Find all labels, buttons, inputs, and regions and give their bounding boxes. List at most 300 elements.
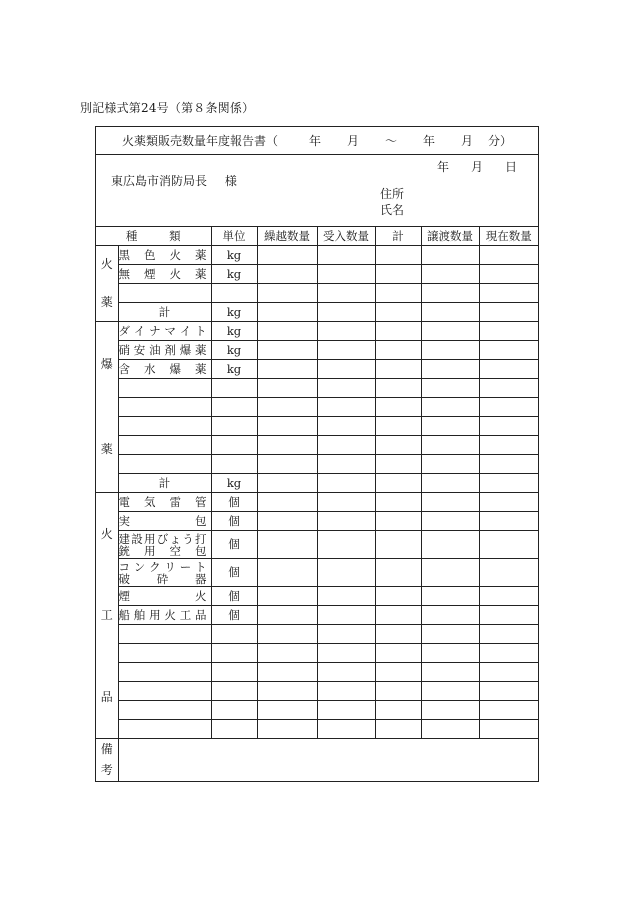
item-name-blank[interactable] — [118, 701, 211, 720]
entry-cell[interactable] — [421, 682, 479, 701]
entry-cell[interactable] — [375, 341, 421, 360]
table-row — [96, 436, 538, 455]
table-row — [96, 417, 538, 436]
item-name-text-char: 舶 — [133, 607, 146, 622]
entry-cell[interactable] — [257, 360, 317, 379]
entry-cell[interactable] — [257, 379, 317, 398]
report-form — [95, 126, 539, 782]
entry-cell[interactable] — [421, 246, 479, 265]
total-row — [96, 303, 538, 322]
entry-cell[interactable] — [375, 379, 421, 398]
entry-cell[interactable] — [421, 512, 479, 531]
entry-cell[interactable] — [479, 625, 538, 644]
remarks-char: 考 — [100, 763, 113, 778]
unit-cell: 個 — [211, 512, 257, 531]
item-name-text-char: ー — [179, 559, 192, 574]
entry-cell[interactable] — [317, 417, 375, 436]
item-name-blank[interactable] — [118, 720, 211, 739]
report-title — [96, 127, 538, 155]
entry-cell[interactable] — [317, 360, 375, 379]
table-row — [96, 644, 538, 663]
form-caption: 別記様式第24号（第８条関係） — [80, 101, 255, 115]
entry-cell[interactable] — [317, 436, 375, 455]
entry-cell[interactable] — [375, 474, 421, 493]
entry-cell[interactable] — [317, 322, 375, 341]
entry-cell[interactable] — [375, 512, 421, 531]
unit-cell: 個 — [211, 606, 257, 625]
address-label: 住所 — [380, 187, 405, 201]
entry-cell[interactable] — [479, 379, 538, 398]
total-label: 計 — [118, 474, 211, 493]
entry-cell[interactable] — [257, 303, 317, 322]
entry-cell[interactable] — [479, 606, 538, 625]
item-name-blank[interactable] — [118, 398, 211, 417]
entry-cell[interactable] — [479, 455, 538, 474]
entry-cell[interactable] — [421, 587, 479, 606]
entry-cell[interactable] — [421, 455, 479, 474]
item-name-text-char: 煙 — [144, 266, 156, 281]
item-name-text — [119, 533, 211, 545]
title-close: 分） — [488, 134, 513, 148]
category-bakuyaku — [96, 322, 118, 493]
category-char: 薬 — [100, 294, 113, 309]
unit-cell: kg — [211, 322, 257, 341]
entry-cell[interactable] — [257, 322, 317, 341]
entry-cell[interactable] — [421, 398, 479, 417]
title-main: 火薬類販売数量年度報告書（ — [121, 134, 278, 148]
entry-cell[interactable] — [479, 512, 538, 531]
entry-cell[interactable] — [375, 644, 421, 663]
entry-cell[interactable] — [257, 417, 317, 436]
category-char: 火 — [100, 526, 113, 541]
entry-cell[interactable] — [317, 379, 375, 398]
item-name-text — [119, 325, 211, 337]
entry-cell[interactable] — [257, 512, 317, 531]
item-name-text-char: リ — [164, 559, 176, 574]
table-row — [96, 663, 538, 682]
item-name-text-char: 実 — [118, 513, 130, 528]
item-name-text — [119, 561, 211, 573]
item-name-blank[interactable] — [118, 417, 211, 436]
unit-cell-blank[interactable] — [211, 398, 257, 417]
table-row — [96, 398, 538, 417]
entry-cell[interactable] — [375, 682, 421, 701]
table-row — [96, 512, 538, 531]
item-name-text-char: 色 — [144, 247, 156, 262]
entry-cell[interactable] — [421, 436, 479, 455]
unit-cell: kg — [211, 265, 257, 284]
item-name-blank[interactable] — [118, 663, 211, 682]
item-name-text-char: 火 — [169, 266, 181, 281]
item-name-text-char: 品 — [194, 607, 207, 622]
entry-cell[interactable] — [479, 474, 538, 493]
entry-cell[interactable] — [479, 493, 538, 512]
header-kind-label — [96, 230, 211, 242]
entry-cell[interactable] — [421, 559, 479, 587]
entry-cell[interactable] — [421, 417, 479, 436]
entry-cell[interactable] — [479, 322, 538, 341]
entry-cell[interactable] — [317, 644, 375, 663]
item-name-text — [119, 249, 211, 261]
item-name-text-char: び — [156, 531, 169, 546]
category-char: 品 — [100, 689, 113, 704]
item-name-text-char: 器 — [195, 571, 207, 586]
entry-cell[interactable] — [375, 265, 421, 284]
entry-cell[interactable] — [375, 559, 421, 587]
remarks-label — [96, 739, 118, 782]
entry-cell[interactable] — [421, 360, 479, 379]
entry-cell[interactable] — [257, 559, 317, 587]
category-char: 工 — [100, 608, 113, 623]
entry-cell[interactable] — [257, 531, 317, 559]
table-row — [96, 265, 538, 284]
unit-cell-blank[interactable] — [211, 701, 257, 720]
total-label: 計 — [118, 303, 211, 322]
item-name-text-char: 電 — [118, 494, 130, 509]
header-kind — [96, 227, 211, 246]
entry-cell[interactable] — [257, 625, 317, 644]
entry-cell[interactable] — [317, 559, 375, 587]
entry-cell[interactable] — [317, 682, 375, 701]
entry-cell[interactable] — [317, 587, 375, 606]
table-row — [96, 322, 538, 341]
title-year-from: 年 — [308, 134, 321, 148]
entry-cell[interactable] — [317, 663, 375, 682]
item-name-text — [119, 363, 211, 375]
entry-cell[interactable] — [479, 436, 538, 455]
entry-cell[interactable] — [317, 303, 375, 322]
remarks-row — [96, 739, 538, 782]
item-name-text-char: 設 — [131, 531, 143, 546]
table-row — [96, 360, 538, 379]
header-transferred: 譲渡数量 — [421, 227, 479, 246]
item-name-text-char: 船 — [118, 607, 130, 622]
entry-cell[interactable] — [375, 720, 421, 739]
item-name-text-char: 薬 — [195, 361, 207, 376]
entry-cell[interactable] — [317, 512, 375, 531]
entry-cell[interactable] — [375, 246, 421, 265]
item-name-text-char: 安 — [133, 342, 146, 357]
entry-cell[interactable] — [317, 531, 375, 559]
item-name-text-char: 薬 — [194, 342, 207, 357]
entry-cell[interactable] — [421, 644, 479, 663]
table-row — [96, 246, 538, 265]
header-unit: 単位 — [211, 227, 257, 246]
title-month-from: 月 — [346, 134, 359, 148]
table-row — [96, 587, 538, 606]
entry-cell[interactable] — [375, 398, 421, 417]
entry-cell[interactable] — [257, 682, 317, 701]
entry-cell[interactable] — [421, 701, 479, 720]
item-name-text — [119, 344, 211, 356]
table-row — [96, 701, 538, 720]
entry-cell[interactable] — [375, 455, 421, 474]
table-row — [96, 341, 538, 360]
item-name-text-char: ト — [194, 323, 207, 338]
entry-cell[interactable] — [421, 531, 479, 559]
entry-cell[interactable] — [317, 701, 375, 720]
header-received: 受入数量 — [317, 227, 375, 246]
item-name-text-char: 銃 — [118, 543, 130, 558]
entry-cell[interactable] — [375, 587, 421, 606]
item-name-text-char: う — [182, 531, 194, 546]
recipient-honorific: 様 — [224, 174, 237, 188]
category-kakouhin — [96, 493, 118, 739]
header-kind-char: 種 — [125, 228, 138, 243]
entry-cell[interactable] — [421, 663, 479, 682]
item-name-text-char: 工 — [179, 607, 192, 622]
item-name-text-char: 爆 — [169, 361, 181, 376]
name-label: 氏名 — [380, 203, 405, 217]
entry-cell[interactable] — [257, 663, 317, 682]
table-row — [96, 284, 538, 303]
date-day: 日 — [504, 160, 517, 174]
table-row — [96, 379, 538, 398]
recipient-name: 東広島市消防局長 — [111, 174, 208, 188]
item-name — [118, 246, 211, 265]
entry-cell[interactable] — [421, 493, 479, 512]
unit-cell-blank[interactable] — [211, 436, 257, 455]
entry-cell[interactable] — [257, 455, 317, 474]
entry-cell[interactable] — [375, 493, 421, 512]
entry-cell[interactable] — [479, 246, 538, 265]
category-kayaku — [96, 246, 118, 322]
entry-cell[interactable] — [421, 322, 479, 341]
entry-cell[interactable] — [375, 606, 421, 625]
item-name-text-char: 爆 — [179, 342, 192, 357]
item-name-text-char: 火 — [164, 607, 176, 622]
unit-cell-blank[interactable] — [211, 379, 257, 398]
entry-cell[interactable] — [257, 246, 317, 265]
item-name-text-char: ナ — [149, 323, 161, 338]
item-name-text-char: 薬 — [195, 266, 207, 281]
entry-cell[interactable] — [375, 322, 421, 341]
entry-cell[interactable] — [257, 644, 317, 663]
item-name-text-char: 用 — [144, 531, 156, 546]
entry-cell[interactable] — [479, 531, 538, 559]
item-name-text-char: 雷 — [169, 494, 181, 509]
item-name-text — [119, 268, 211, 280]
entry-cell[interactable] — [257, 474, 317, 493]
item-name-text-char: コ — [118, 559, 130, 574]
entry-cell[interactable] — [421, 720, 479, 739]
entry-cell[interactable] — [421, 606, 479, 625]
item-name-text-char: 気 — [144, 494, 156, 509]
recipient — [111, 172, 237, 189]
entry-cell[interactable] — [375, 417, 421, 436]
table-row — [96, 493, 538, 512]
item-name — [118, 559, 211, 587]
item-name-text-char: 水 — [144, 361, 156, 376]
category-char: 薬 — [100, 442, 113, 457]
total-row — [96, 474, 538, 493]
entry-cell[interactable] — [257, 493, 317, 512]
table-row — [96, 559, 538, 587]
item-name-text — [119, 573, 211, 585]
entry-cell[interactable] — [317, 606, 375, 625]
header-sum: 計 — [375, 227, 421, 246]
title-range-mark: ～ — [384, 134, 397, 148]
item-name-text-char: 煙 — [118, 588, 130, 603]
entry-cell[interactable] — [479, 284, 538, 303]
entry-cell[interactable] — [257, 436, 317, 455]
unit-cell-blank[interactable] — [211, 663, 257, 682]
entry-cell[interactable] — [257, 398, 317, 417]
item-name-text-char: 無 — [118, 266, 130, 281]
entry-cell[interactable] — [317, 455, 375, 474]
entry-cell[interactable] — [375, 625, 421, 644]
table-row — [96, 720, 538, 739]
unit-cell-blank[interactable] — [211, 455, 257, 474]
address-block — [96, 155, 538, 227]
unit-cell-blank[interactable] — [211, 720, 257, 739]
title-month-to: 月 — [461, 134, 474, 148]
entry-cell[interactable] — [479, 398, 538, 417]
unit-cell: 個 — [211, 531, 257, 559]
entry-cell[interactable] — [421, 341, 479, 360]
entry-cell[interactable] — [421, 625, 479, 644]
item-name-blank[interactable] — [118, 436, 211, 455]
entry-cell[interactable] — [479, 360, 538, 379]
item-name-text-char: 管 — [195, 494, 207, 509]
entry-cell[interactable] — [479, 303, 538, 322]
item-name-text-char: マ — [164, 323, 176, 338]
item-name-text-char: 建 — [118, 531, 130, 546]
entry-cell[interactable] — [479, 587, 538, 606]
entry-cell[interactable] — [317, 284, 375, 303]
unit-cell-blank[interactable] — [211, 625, 257, 644]
item-name-text-char: ト — [194, 559, 207, 574]
item-name-text-char: ょ — [169, 531, 181, 546]
entry-cell[interactable] — [375, 360, 421, 379]
entry-cell[interactable] — [479, 644, 538, 663]
table-row — [96, 531, 538, 559]
item-name-text-char: 空 — [169, 543, 181, 558]
header-kind-char: 類 — [169, 228, 181, 243]
entry-cell[interactable] — [421, 265, 479, 284]
entry-cell[interactable] — [257, 341, 317, 360]
item-name-text-char: ン — [133, 559, 146, 574]
item-name — [118, 512, 211, 531]
entry-cell[interactable] — [317, 398, 375, 417]
entry-cell[interactable] — [479, 341, 538, 360]
entry-cell[interactable] — [317, 720, 375, 739]
entry-cell[interactable] — [257, 587, 317, 606]
entry-cell[interactable] — [479, 663, 538, 682]
entry-cell[interactable] — [479, 701, 538, 720]
entry-cell[interactable] — [317, 246, 375, 265]
item-name-text-char: 火 — [169, 247, 181, 262]
entry-cell[interactable] — [375, 531, 421, 559]
item-name-blank[interactable] — [118, 682, 211, 701]
unit-cell-blank[interactable] — [211, 644, 257, 663]
item-name-text-char: 包 — [195, 543, 207, 558]
quantity-table — [96, 227, 538, 781]
item-name-text-char: イ — [133, 323, 146, 338]
item-name-blank[interactable] — [118, 625, 211, 644]
item-name-text-char: 含 — [118, 361, 130, 376]
table-row — [96, 455, 538, 474]
item-name-text — [119, 515, 211, 527]
title-year-to: 年 — [423, 134, 436, 148]
entry-cell[interactable] — [317, 493, 375, 512]
item-name — [118, 606, 211, 625]
item-name-text-char: 火 — [195, 588, 207, 603]
remarks-field[interactable] — [118, 739, 538, 782]
unit-cell: kg — [211, 360, 257, 379]
item-name-text-char: イ — [179, 323, 192, 338]
item-name-blank[interactable] — [118, 644, 211, 663]
item-name-text — [119, 590, 211, 602]
unit-cell: 個 — [211, 559, 257, 587]
unit-cell: 個 — [211, 493, 257, 512]
entry-cell[interactable] — [375, 303, 421, 322]
entry-cell[interactable] — [317, 474, 375, 493]
unit-cell: kg — [211, 341, 257, 360]
entry-cell[interactable] — [479, 417, 538, 436]
item-name-text-char: 剤 — [164, 342, 176, 357]
entry-cell[interactable] — [479, 559, 538, 587]
entry-cell[interactable] — [257, 720, 317, 739]
entry-cell[interactable] — [317, 265, 375, 284]
entry-cell[interactable] — [421, 474, 479, 493]
entry-cell[interactable] — [375, 701, 421, 720]
entry-cell[interactable] — [479, 682, 538, 701]
entry-cell[interactable] — [317, 341, 375, 360]
item-name-text — [119, 609, 211, 621]
unit-cell-blank[interactable] — [211, 284, 257, 303]
entry-cell[interactable] — [257, 284, 317, 303]
remarks-char: 備 — [100, 742, 113, 757]
item-name — [118, 493, 211, 512]
unit-cell: 個 — [211, 587, 257, 606]
item-name-text-char: 用 — [144, 543, 156, 558]
item-name — [118, 587, 211, 606]
item-name-text-char: ダ — [118, 323, 130, 338]
entry-cell[interactable] — [375, 284, 421, 303]
item-name-blank[interactable] — [118, 379, 211, 398]
item-name-text-char: ク — [149, 559, 161, 574]
unit-cell-blank[interactable] — [211, 417, 257, 436]
item-name — [118, 531, 211, 559]
entry-cell[interactable] — [257, 701, 317, 720]
item-name-blank[interactable] — [118, 284, 211, 303]
unit-cell-blank[interactable] — [211, 682, 257, 701]
entry-cell[interactable] — [375, 436, 421, 455]
entry-cell[interactable] — [421, 303, 479, 322]
item-name-text — [119, 545, 211, 557]
entry-cell[interactable] — [479, 265, 538, 284]
entry-cell[interactable] — [257, 606, 317, 625]
table-row — [96, 682, 538, 701]
entry-cell[interactable] — [421, 284, 479, 303]
item-name-text-char: 黒 — [118, 247, 130, 262]
item-name — [118, 265, 211, 284]
item-name — [118, 341, 211, 360]
table-row — [96, 625, 538, 644]
item-name-text-char: 破 — [118, 571, 130, 586]
entry-cell[interactable] — [317, 625, 375, 644]
entry-cell[interactable] — [479, 720, 538, 739]
entry-cell[interactable] — [257, 265, 317, 284]
item-name-text-char: 薬 — [195, 247, 207, 262]
item-name-text-char: 打 — [195, 531, 207, 546]
item-name-text-char: 包 — [195, 513, 207, 528]
entry-cell[interactable] — [421, 379, 479, 398]
category-char: 火 — [100, 257, 113, 272]
entry-cell[interactable] — [375, 663, 421, 682]
item-name-blank[interactable] — [118, 455, 211, 474]
